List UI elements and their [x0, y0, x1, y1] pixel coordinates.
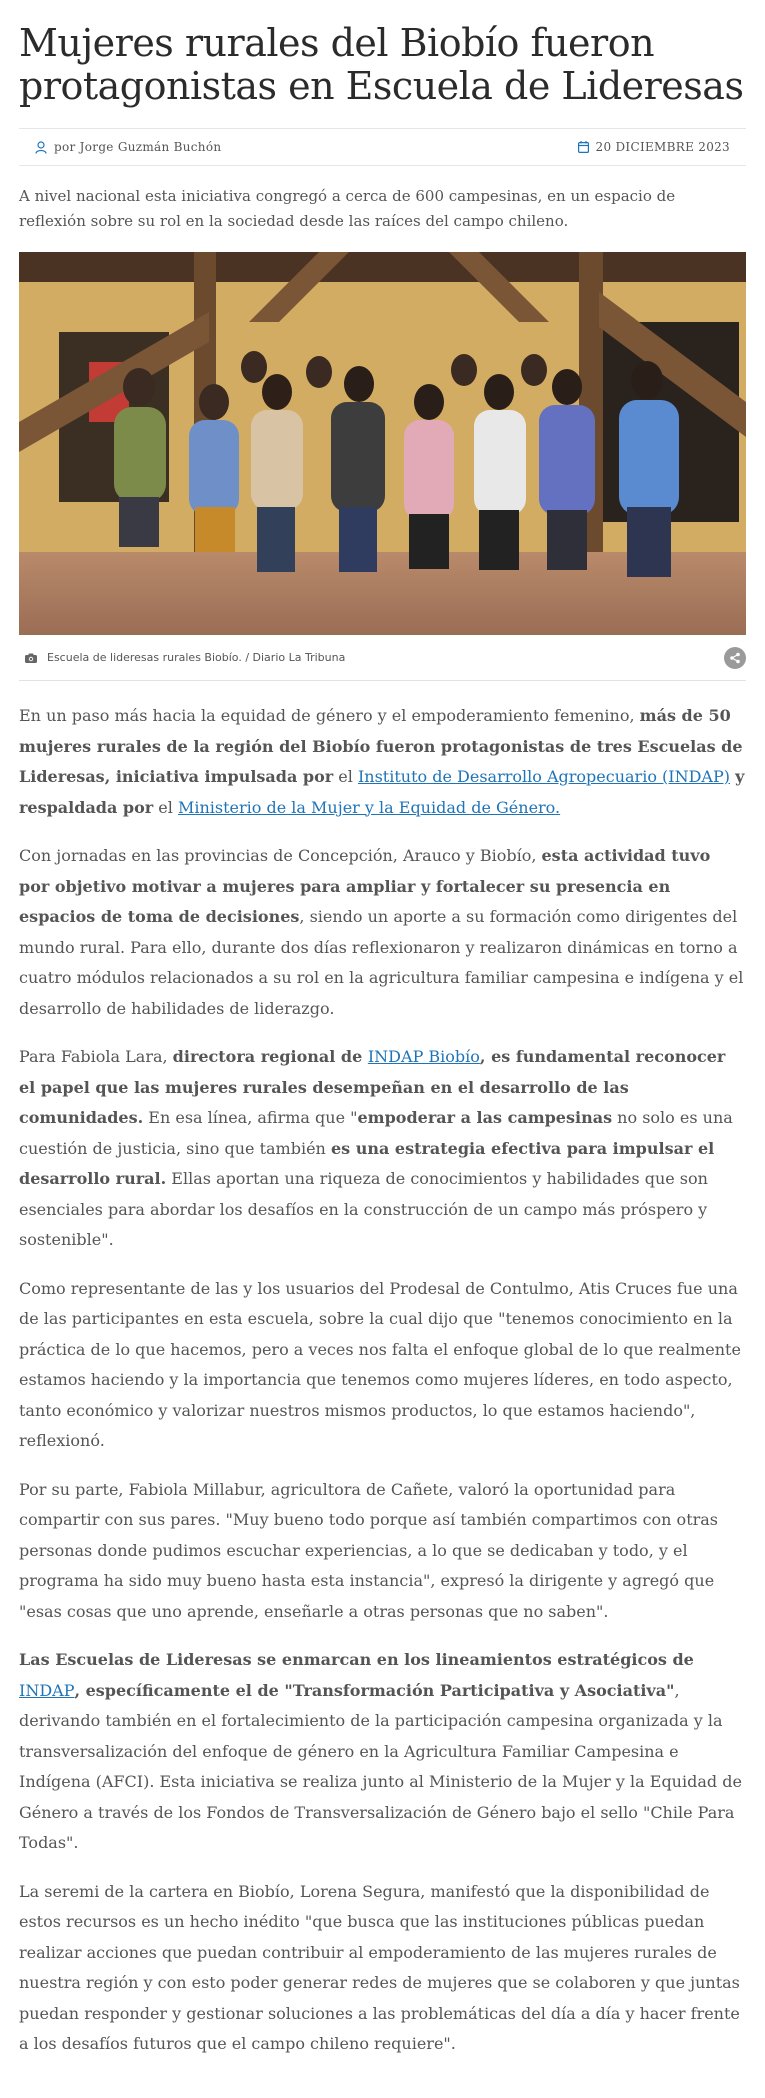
article-body — [19, 701, 746, 2060]
text: el — [333, 767, 358, 786]
photo-caption-bar — [19, 635, 746, 681]
ministerio-link[interactable]: Ministerio de la Mujer y la Equidad de Género. — [177, 797, 561, 817]
article-meta — [19, 128, 746, 166]
paragraph-7: La seremi de la cartera en Biobío, Lorena Segura, manifestó que la disponibilidad de estos recursos es un hecho inédito "que busca que las instituciones públicas puedan realizar acciones que puedan contribuir al empoderamiento de las mujeres rurales de nuestra región y con esto poder generar redes de mujeres que se colaboren y que juntas puedan responder y gestionar soluciones a las problemáticas del día a día y hacer frente a los desafíos futuros que el campo chileno requiere". — [19, 1881, 740, 2053]
text: En esa línea, afirma que " — [143, 1108, 358, 1127]
text: el — [153, 797, 178, 817]
text: Ellas aportan una riqueza de conocimientos y habilidades que son esenciales para abordar los desafíos en la construcción de un campo más próspero y sostenible". — [19, 1169, 708, 1249]
bold-text: más de 50 mujeres rurales de la región del Biobío fueron protagonistas de tres Escuelas de Lideresas, iniciativa impulsada por — [19, 706, 743, 786]
bold-text: directora regional de — [172, 1047, 368, 1066]
publish-date — [578, 140, 730, 154]
user-icon — [35, 141, 47, 154]
text: , siendo un aporte a su formación como dirigentes del mundo rural. Para ello, durante dos días reflexionaron y realizaron dinámicas en torno a cuatro módulos relacionados a su rol en la agricultura familiar campesina e indígena y el desarrollo de habilidades de liderazgo. — [19, 907, 744, 1018]
author-name[interactable]: por Jorge Guzmán Buchón — [54, 140, 222, 154]
bold-text: es una estrategia efectiva para impulsar el desarrollo rural. — [19, 1138, 715, 1188]
paragraph-5: Por su parte, Fabiola Millabur, agricultora de Cañete, valoró la oportunidad para compartir con sus pares. "Muy bueno todo porque así también compartimos con otras personas donde pudimos escuchar experiencias, a lo que se dedicaban y todo, y el programa ha sido muy bueno hasta esta instancia", expresó la dirigente y agregó que "esas cosas que uno aprende, enseñarle a otras personas que no saben". — [19, 1479, 719, 1621]
paragraph-1 — [19, 701, 746, 823]
bold-text: y respaldada por — [19, 767, 745, 817]
bold-text: Las Escuelas de Lideresas se enmarcan en los lineamientos estratégicos de — [19, 1650, 694, 1669]
share-button[interactable] — [724, 647, 746, 669]
photo-caption — [25, 651, 345, 664]
paragraph-4: Como representante de las y los usuarios del Prodesal de Contulmo, Atis Cruces fue una de las participantes en esta escuela, sobre la cual dijo que "tenemos conocimiento en la práctica de lo que hacemos, pero a veces nos falta el enfoque global de lo que realmente estamos haciendo y la importancia que tenemos como mujeres líderes, en todo aspecto, tanto económico y valorizar nuestros mismos productos, lo que estamos haciendo", reflexionó. — [19, 1278, 741, 1450]
article-figure — [19, 252, 746, 681]
article-title: Mujeres rurales del Biobío fueron protagonistas en Escuela de Lideresas — [19, 21, 744, 108]
group-photo-illustration — [19, 252, 746, 635]
text: no solo es una cuestión de justicia, sino que también — [19, 1108, 733, 1158]
paragraph-3 — [19, 1042, 746, 1256]
bold-text: esta actividad tuvo por objetivo motivar a mujeres para ampliar y fortalecer su presencia en espacios de toma de decisiones — [19, 846, 711, 926]
indap-biobio-link[interactable]: INDAP Biobío — [367, 1047, 480, 1066]
article-lead: A nivel nacional esta iniciativa congregó a cerca de 600 campesinas, en un espacio de reflexión sobre su rol en la sociedad desde las raíces del campo chileno. — [19, 187, 676, 230]
photo-caption-text: Escuela de lideresas rurales Biobío. / Diario La Tribuna — [47, 651, 346, 664]
text: , derivando también en el fortalecimiento de la participación campesina organizada y la transversalización del enfoque de género en la Agricultura Familiar Campesina e Indígena (AFCI). Esta iniciativa se realiza junto al Ministerio de la Mujer y la Equidad de Género a través de los Fondos de Transversalización de Género bajo el sello "Chile Para Todas". — [19, 1680, 742, 1852]
text: Con jornadas en las provincias de Concepción, Arauco y Biobío, — [19, 846, 542, 865]
share-icon — [729, 652, 741, 664]
calendar-icon — [578, 141, 589, 153]
author-byline[interactable] — [35, 140, 221, 154]
bold-text: , es fundamental reconocer el papel que las mujeres rurales desempeñan en el desarrollo de las comunidades. — [19, 1047, 726, 1127]
date-text: 20 DICIEMBRE 2023 — [595, 140, 730, 154]
group-photo — [19, 252, 746, 635]
text: En un paso más hacia la equidad de género y el empoderamiento femenino, — [19, 706, 640, 725]
bold-text: , específicamente el de "Transformación Participativa y Asociativa" — [74, 1680, 675, 1700]
text: Para Fabiola Lara, — [19, 1047, 173, 1066]
paragraph-6 — [19, 1645, 746, 1859]
paragraph-2 — [19, 841, 746, 1024]
indap-link[interactable]: Instituto de Desarrollo Agropecuario (INDAP) — [357, 767, 730, 786]
indap-link-2[interactable]: INDAP — [19, 1680, 75, 1700]
camera-icon — [25, 653, 37, 663]
bold-text: empoderar a las campesinas — [357, 1108, 613, 1127]
